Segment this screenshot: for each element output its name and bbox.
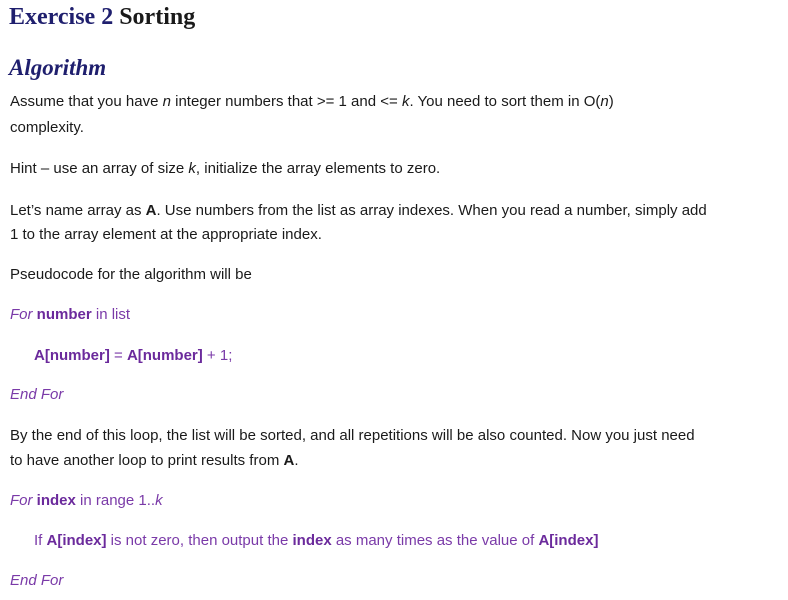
exercise-word: Exercise [9,4,96,30]
paragraph-loop-line1: By the end of this loop, the list will be sorted, and all repetitions will be also counted. Now you just need [10,427,695,444]
text-run: , initialize the array elements to zero. [195,160,441,177]
section-title: Algorithm [9,55,107,80]
var-k: k [188,160,196,177]
text-run: as many times as the value of [331,532,539,549]
var-n: n [162,93,171,110]
var-number: number [36,306,92,323]
text-run: Let’s name array as [10,202,146,219]
var-a-index: A[index] [538,532,599,549]
text-run: in list [91,306,131,323]
text-run: ) [608,93,614,110]
paragraph-intro-line2: complexity. [10,119,84,136]
code-if-statement [34,528,598,553]
page-title [9,2,195,32]
var-a-index: A[index] [46,532,107,549]
var-index: index [292,532,332,549]
var-A: A [283,452,295,469]
code-end-for-1: End For [10,386,64,403]
text-run: is not zero, then output the [106,532,293,549]
keyword-if: If [34,532,47,549]
paragraph-pseudocode-intro: Pseudocode for the algorithm will be [10,266,252,283]
code-for-number [10,302,130,327]
text-run: . You need to sort them in O( [409,93,601,110]
exercise-title: Sorting [119,4,196,30]
text-run: Assume that you have [10,93,163,110]
paragraph-hint [10,156,440,181]
keyword-for: For [10,306,33,323]
text-run: Hint – use an array of size [10,160,189,177]
text-run: in range 1.. [75,492,156,509]
paragraph-loop-line2 [10,448,299,473]
paragraph-array-line1 [10,198,707,223]
var-A: A [145,202,157,219]
var-n: n [600,93,609,110]
code-end-for-2: End For [10,572,64,589]
text-run: to have another loop to print results from [10,452,284,469]
exercise-number: 2 [101,4,114,30]
var-a-number: A[number] [34,347,110,364]
code-increment-statement [34,343,232,368]
text-run: integer numbers that >= 1 and <= [170,93,402,110]
text-run: = [109,347,127,364]
paragraph-intro-line1 [10,89,614,114]
keyword-for: For [10,492,33,509]
var-index: index [36,492,76,509]
code-for-index [10,488,163,513]
paragraph-array-line2: 1 to the array element at the appropriate index. [10,226,322,243]
text-run: . [294,452,299,469]
var-k: k [401,93,410,110]
text-run: + 1; [202,347,233,364]
var-a-number: A[number] [126,347,203,364]
var-k: k [155,492,163,509]
text-run: . Use numbers from the list as array indexes. When you read a number, simply add [156,202,707,219]
